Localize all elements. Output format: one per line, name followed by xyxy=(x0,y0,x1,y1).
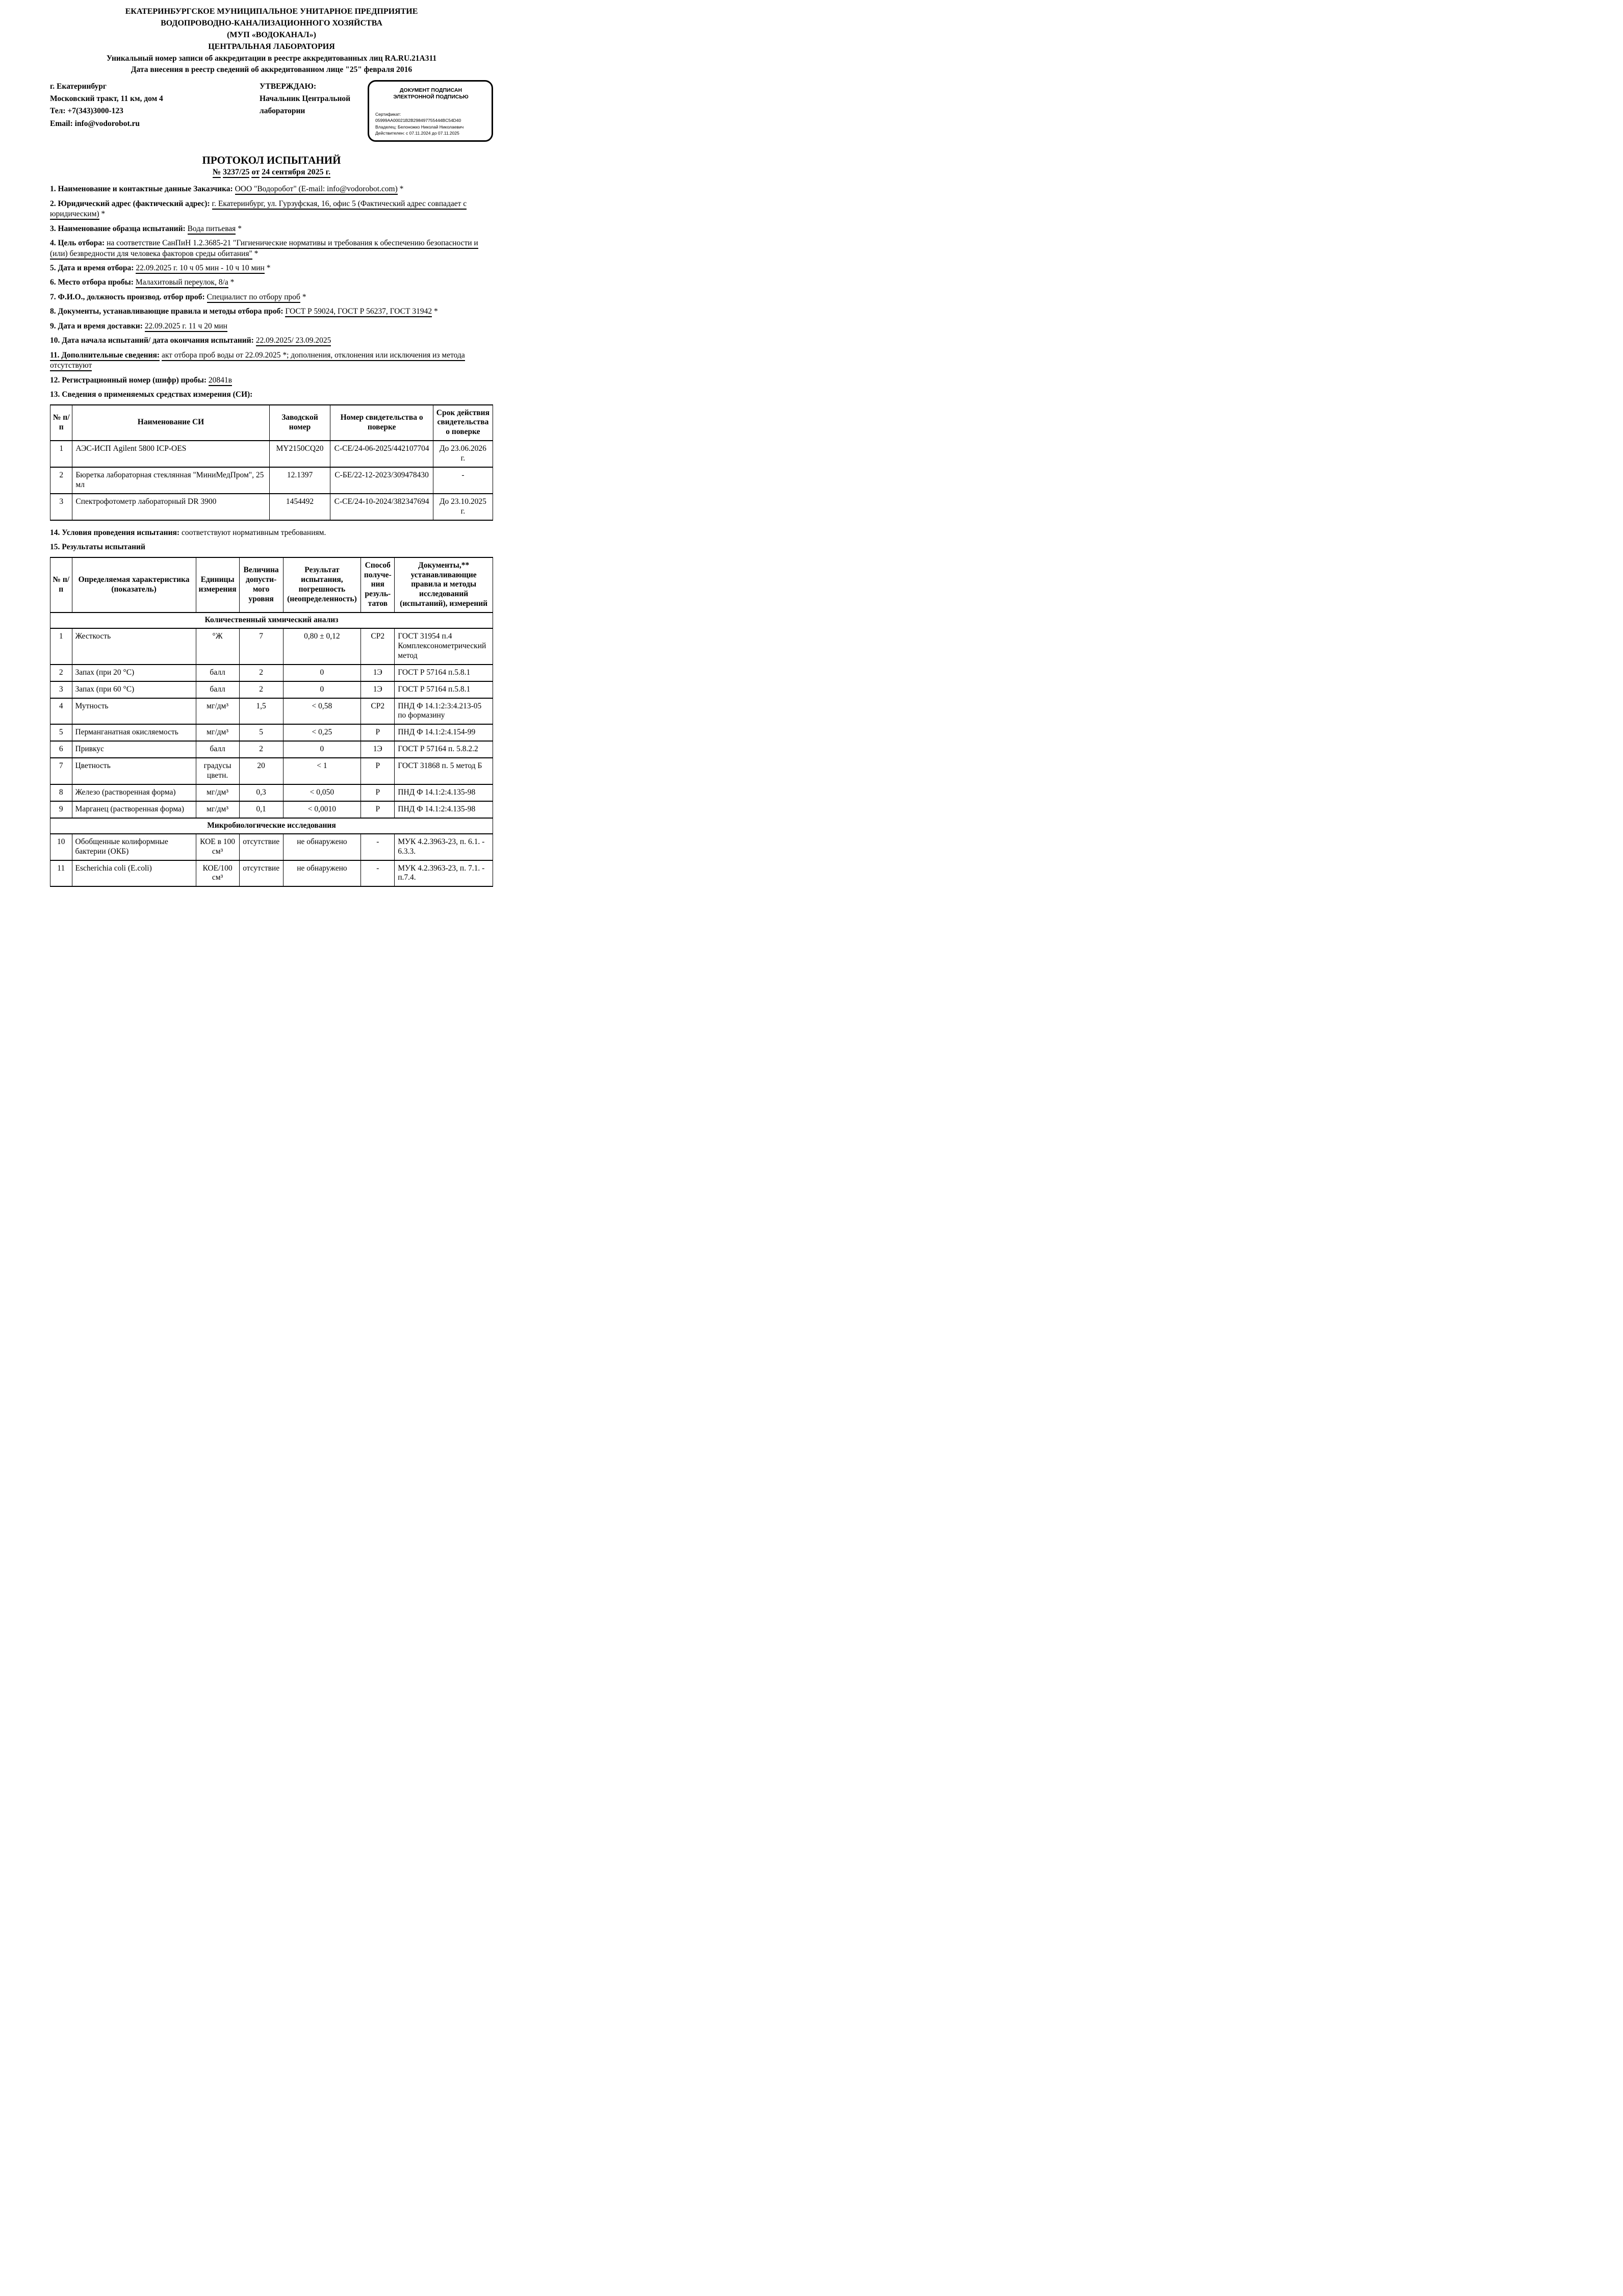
item-value: 20841в xyxy=(209,376,232,386)
doc-title: ПРОТОКОЛ ИСПЫТАНИЙ xyxy=(202,154,341,167)
results-cell-result: < 0,58 xyxy=(283,698,361,725)
results-row xyxy=(50,681,493,698)
si-header-serial: Заводской номер xyxy=(269,405,330,441)
si-cell-cert: С-СЕ/24-10-2024/382347694 xyxy=(330,494,433,520)
si-cell-cert: С-БЕ/22-12-2023/309478430 xyxy=(330,467,433,494)
item-value: соответствуют нормативным требованиям. xyxy=(181,528,326,537)
results-cell-level: 2 xyxy=(239,665,283,681)
address-city: г. Екатеринбург xyxy=(50,82,107,91)
results-row xyxy=(50,860,493,887)
protocol-item-11 xyxy=(50,350,493,371)
item-footnote-mark: * xyxy=(264,264,271,272)
protocol-item-8 xyxy=(50,307,493,317)
item-label: 1. Наименование и контактные данные Заказчика: xyxy=(50,185,233,194)
protocol-document xyxy=(0,0,541,907)
results-cell-result: < 0,0010 xyxy=(283,801,361,818)
results-header-docs: Документы,** устанавливающие правила и методы исследований (испытаний), измерений xyxy=(395,557,493,613)
results-table-body xyxy=(50,613,493,886)
results-cell-num: 3 xyxy=(50,681,72,698)
approval-position-line1: Начальник Центральной xyxy=(260,94,351,103)
item-label: 2. Юридический адрес (фактический адрес): xyxy=(50,199,210,208)
stamp-title xyxy=(375,87,486,101)
results-cell-num: 7 xyxy=(50,758,72,784)
results-cell-method: Р xyxy=(361,724,395,741)
protocol-item-1 xyxy=(50,184,493,194)
results-cell-name: Железо (растворенная форма) xyxy=(72,784,196,801)
results-cell-unit: балл xyxy=(196,741,239,758)
info-row xyxy=(50,80,493,142)
org-name-line3: (МУП «ВОДОКАНАЛ») xyxy=(227,31,316,39)
results-cell-level: 2 xyxy=(239,681,283,698)
results-cell-level: 0,1 xyxy=(239,801,283,818)
stamp-title-line2: ЭЛЕКТРОННОЙ ПОДПИСЬЮ xyxy=(393,94,469,100)
si-header-num: № п/п xyxy=(50,405,72,441)
results-row xyxy=(50,741,493,758)
results-header-unit: Единицы измерения xyxy=(196,557,239,613)
results-cell-docs: ГОСТ Р 57164 п.5.8.1 xyxy=(395,665,493,681)
item-label: 6. Место отбора пробы: xyxy=(50,278,134,287)
protocol-item-7 xyxy=(50,292,493,302)
approval-position-line2: лаборатории xyxy=(260,107,305,116)
si-table-row xyxy=(50,441,493,467)
results-cell-level: 1,5 xyxy=(239,698,283,725)
protocol-item-6 xyxy=(50,277,493,288)
results-row xyxy=(50,758,493,784)
results-cell-method: 1Э xyxy=(361,741,395,758)
item-footnote-mark: * xyxy=(252,249,259,258)
item-footnote-mark: * xyxy=(228,278,235,287)
results-cell-unit: балл xyxy=(196,681,239,698)
results-cell-method: 1Э xyxy=(361,665,395,681)
results-cell-method: 1Э xyxy=(361,681,395,698)
results-cell-result: < 0,25 xyxy=(283,724,361,741)
protocol-item-13 xyxy=(50,390,493,400)
results-row xyxy=(50,834,493,860)
protocol-items-14-15 xyxy=(50,528,493,553)
si-cell-num: 2 xyxy=(50,467,72,494)
results-cell-name: Запах (при 60 °С) xyxy=(72,681,196,698)
digital-signature-stamp xyxy=(368,80,493,142)
lab-address xyxy=(50,80,218,130)
si-table-row xyxy=(50,494,493,520)
si-cell-serial: 12.1397 xyxy=(269,467,330,494)
results-cell-result: не обнаружено xyxy=(283,834,361,860)
item-value: ООО "Водоробот" (E-mail: info@vodorobot.com) xyxy=(235,185,398,195)
results-cell-unit: балл xyxy=(196,665,239,681)
results-cell-unit: мг/дм³ xyxy=(196,724,239,741)
results-header-level: Величина допусти-мого уровня xyxy=(239,557,283,613)
si-header-cert: Номер свидетельства о поверке xyxy=(330,405,433,441)
item-footnote-mark: * xyxy=(300,292,306,301)
results-cell-name: Запах (при 20 °С) xyxy=(72,665,196,681)
si-cell-valid: До 23.06.2026 г. xyxy=(433,441,493,467)
approval-block xyxy=(260,80,362,118)
item-value: ГОСТ Р 59024, ГОСТ Р 56237, ГОСТ 31942 xyxy=(285,307,432,317)
results-cell-method: - xyxy=(361,834,395,860)
item-label: 11. Дополнительные сведения: xyxy=(50,351,160,361)
item-value: 22.09.2025 г. 11 ч 20 мин xyxy=(145,322,227,332)
results-cell-num: 4 xyxy=(50,698,72,725)
item-label: 7. Ф.И.О., должность производ. отбор проб: xyxy=(50,292,205,301)
results-header-num: № п/п xyxy=(50,557,72,613)
results-table xyxy=(50,557,493,887)
stamp-validity: Действителен: с 07.11.2024 до 07.11.2025 xyxy=(375,130,459,136)
item-value: на соответствие СанПиН 1.2.3685-21 "Гигиенические нормативы и требования к обеспечению безопасности и (или) безвредности для человека факторов среды обитания" xyxy=(50,239,478,259)
address-street: Московский тракт, 11 км, дом 4 xyxy=(50,94,163,103)
item-value: г. Екатеринбург, ул. Гурзуфская, 16, офис 5 (Фактический адрес совпадает с юридическим) xyxy=(50,199,467,220)
org-name-line2: ВОДОПРОВОДНО-КАНАЛИЗАЦИОННОГО ХОЗЯЙСТВА xyxy=(161,19,382,28)
doc-date: 24 сентября 2025 г. xyxy=(262,168,330,178)
results-cell-name: Цветность xyxy=(72,758,196,784)
doc-number-value: 3237/25 xyxy=(223,168,249,178)
si-cell-name: АЭС-ИСП Agilent 5800 ICP-OES xyxy=(72,441,269,467)
results-header-name: Определяемая характеристика (показатель) xyxy=(72,557,196,613)
results-cell-num: 8 xyxy=(50,784,72,801)
item-value: Вода питьевая xyxy=(188,224,236,235)
doc-number-from: от xyxy=(251,168,260,178)
results-cell-name: Привкус xyxy=(72,741,196,758)
results-cell-result: 0 xyxy=(283,741,361,758)
results-cell-docs: ГОСТ Р 57164 п.5.8.1 xyxy=(395,681,493,698)
results-cell-level: 2 xyxy=(239,741,283,758)
results-cell-num: 9 xyxy=(50,801,72,818)
item-label: 15. Результаты испытаний xyxy=(50,543,145,552)
results-section-row xyxy=(50,613,493,628)
results-cell-method: Р xyxy=(361,784,395,801)
results-cell-method: СР2 xyxy=(361,628,395,665)
results-cell-name: Жесткость xyxy=(72,628,196,665)
results-header-method: Способ получе-ния резуль-татов xyxy=(361,557,395,613)
si-cell-valid: До 23.10.2025 г. xyxy=(433,494,493,520)
results-cell-level: 7 xyxy=(239,628,283,665)
item-footnote-mark: * xyxy=(397,185,404,194)
results-row xyxy=(50,724,493,741)
item-footnote-mark: * xyxy=(99,210,106,219)
results-table-header-row xyxy=(50,557,493,613)
si-cell-cert: С-СЕ/24-06-2025/442107704 xyxy=(330,441,433,467)
protocol-item-5 xyxy=(50,263,493,273)
item-value: акт отбора проб воды от 22.09.2025 *; дополнения, отклонения или исключения из метода отсутствуют xyxy=(50,351,465,371)
results-cell-method: - xyxy=(361,860,395,887)
results-row xyxy=(50,665,493,681)
results-cell-docs: ГОСТ 31954 п.4 Комплексонометрический метод xyxy=(395,628,493,665)
org-name-line1: ЕКАТЕРИНБУРГСКОЕ МУНИЦИПАЛЬНОЕ УНИТАРНОЕ ПРЕДПРИЯТИЕ xyxy=(125,7,418,16)
accreditation-date-line: Дата внесения в реестр сведений об аккредитованном лице "25" февраля 2016 xyxy=(131,65,413,74)
item-label: 5. Дата и время отбора: xyxy=(50,264,134,272)
doc-number-line xyxy=(50,168,493,177)
item-footnote-mark: * xyxy=(432,307,438,316)
results-cell-name: Мутность xyxy=(72,698,196,725)
approval-title: УТВЕРЖДАЮ: xyxy=(260,82,317,91)
results-cell-unit: КОЕ/100 см³ xyxy=(196,860,239,887)
results-cell-level: 5 xyxy=(239,724,283,741)
results-cell-docs: ГОСТ Р 57164 п. 5.8.2.2 xyxy=(395,741,493,758)
results-cell-level: отсутствие xyxy=(239,860,283,887)
results-cell-docs: ПНД Ф 14.1:2:4.135-98 xyxy=(395,801,493,818)
si-cell-valid: - xyxy=(433,467,493,494)
si-cell-name: Спектрофотометр лабораторный DR 3900 xyxy=(72,494,269,520)
results-row xyxy=(50,698,493,725)
si-cell-name: Бюретка лабораторная стеклянная "МиниМедПром", 25 мл xyxy=(72,467,269,494)
item-footnote-mark: * xyxy=(236,224,242,233)
results-row xyxy=(50,784,493,801)
results-cell-result: 0 xyxy=(283,665,361,681)
item-value: 22.09.2025 г. 10 ч 05 мин - 10 ч 10 мин xyxy=(136,264,265,274)
results-row xyxy=(50,628,493,665)
protocol-item-3 xyxy=(50,224,493,234)
results-cell-name: Перманганатная окисляемость xyxy=(72,724,196,741)
accreditation-number-line: Уникальный номер записи об аккредитации в реестре аккредитованных лиц RA.RU.21A311 xyxy=(106,54,437,63)
si-cell-serial: MY2150CQ20 xyxy=(269,441,330,467)
results-cell-result: < 1 xyxy=(283,758,361,784)
results-cell-result: 0,80 ± 0,12 xyxy=(283,628,361,665)
si-table-header-row xyxy=(50,405,493,441)
results-cell-method: СР2 xyxy=(361,698,395,725)
results-section-label: Микробиологические исследования xyxy=(50,818,493,834)
results-cell-level: 20 xyxy=(239,758,283,784)
results-section-label: Количественный химический анализ xyxy=(50,613,493,628)
results-cell-num: 2 xyxy=(50,665,72,681)
results-cell-num: 5 xyxy=(50,724,72,741)
si-table-body xyxy=(50,441,493,520)
results-cell-unit: °Ж xyxy=(196,628,239,665)
results-row xyxy=(50,801,493,818)
results-cell-docs: ПНД Ф 14.1:2:3:4.213-05 по формазину xyxy=(395,698,493,725)
results-cell-docs: ГОСТ 31868 п. 5 метод Б xyxy=(395,758,493,784)
protocol-items-1-13 xyxy=(50,184,493,400)
item-label: 9. Дата и время доставки: xyxy=(50,321,143,330)
org-header xyxy=(50,7,493,75)
address-email: Email: info@vodorobot.ru xyxy=(50,119,140,128)
item-label: 12. Регистрационный номер (шифр) пробы: xyxy=(50,375,207,385)
results-cell-num: 11 xyxy=(50,860,72,887)
results-cell-docs: ПНД Ф 14.1:2:4.154-99 xyxy=(395,724,493,741)
stamp-title-line1: ДОКУМЕНТ ПОДПИСАН xyxy=(399,87,462,93)
protocol-item-9 xyxy=(50,321,493,331)
results-cell-result: не обнаружено xyxy=(283,860,361,887)
item-label: 10. Дата начала испытаний/ дата окончания испытаний: xyxy=(50,336,254,345)
results-cell-unit: градусы цветн. xyxy=(196,758,239,784)
results-cell-num: 10 xyxy=(50,834,72,860)
stamp-certificate: Сертификат: 05999AA00021B2B298497755444BC54D40 xyxy=(375,112,461,123)
doc-number-sign: № xyxy=(213,168,221,178)
results-section-row xyxy=(50,818,493,834)
protocol-item-2 xyxy=(50,199,493,220)
item-value: Специалист по отбору проб xyxy=(207,293,300,303)
si-header-valid: Срок действия свидетельства о поверке xyxy=(433,405,493,441)
lab-name: ЦЕНТРАЛЬНАЯ ЛАБОРАТОРИЯ xyxy=(208,42,335,51)
results-cell-result: 0 xyxy=(283,681,361,698)
results-cell-num: 1 xyxy=(50,628,72,665)
stamp-owner: Владелец: Белоножко Николай Николаевич xyxy=(375,124,464,130)
results-cell-unit: мг/дм³ xyxy=(196,698,239,725)
item-value: 22.09.2025/ 23.09.2025 xyxy=(256,336,331,346)
protocol-item-14 xyxy=(50,528,493,538)
results-cell-method: Р xyxy=(361,801,395,818)
results-cell-unit: мг/дм³ xyxy=(196,784,239,801)
address-phone: Тел: +7(343)3000-123 xyxy=(50,107,123,116)
protocol-item-15 xyxy=(50,542,493,552)
results-cell-docs: МУК 4.2.3963-23, п. 7.1. - п.7.4. xyxy=(395,860,493,887)
results-cell-num: 6 xyxy=(50,741,72,758)
item-label: 4. Цель отбора: xyxy=(50,239,105,248)
protocol-item-10 xyxy=(50,336,493,346)
results-cell-docs: МУК 4.2.3963-23, п. 6.1. - 6.3.3. xyxy=(395,834,493,860)
results-cell-method: Р xyxy=(361,758,395,784)
results-cell-unit: КОЕ в 100 см³ xyxy=(196,834,239,860)
si-table xyxy=(50,404,493,521)
results-cell-result: < 0,050 xyxy=(283,784,361,801)
si-header-name: Наименование СИ xyxy=(72,405,269,441)
si-table-row xyxy=(50,467,493,494)
si-cell-serial: 1454492 xyxy=(269,494,330,520)
si-cell-num: 1 xyxy=(50,441,72,467)
results-cell-name: Обобщенные колиформные бактерии (ОКБ) xyxy=(72,834,196,860)
results-cell-level: 0,3 xyxy=(239,784,283,801)
results-cell-level: отсутствие xyxy=(239,834,283,860)
results-cell-docs: ПНД Ф 14.1:2:4.135-98 xyxy=(395,784,493,801)
protocol-item-12 xyxy=(50,375,493,386)
protocol-item-4 xyxy=(50,238,493,259)
item-label: 13. Сведения о применяемых средствах измерения (СИ): xyxy=(50,390,253,399)
item-value: Малахитовый переулок, 8/а xyxy=(136,278,228,288)
si-cell-num: 3 xyxy=(50,494,72,520)
item-label: 8. Документы, устанавливающие правила и методы отбора проб: xyxy=(50,307,284,316)
item-label: 3. Наименование образца испытаний: xyxy=(50,224,186,233)
results-header-result: Результат испытания, погрешность (неопределенность) xyxy=(283,557,361,613)
results-cell-unit: мг/дм³ xyxy=(196,801,239,818)
results-cell-name: Escherichia coli (E.coli) xyxy=(72,860,196,887)
results-cell-name: Марганец (растворенная форма) xyxy=(72,801,196,818)
item-label: 14. Условия проведения испытания: xyxy=(50,528,180,537)
